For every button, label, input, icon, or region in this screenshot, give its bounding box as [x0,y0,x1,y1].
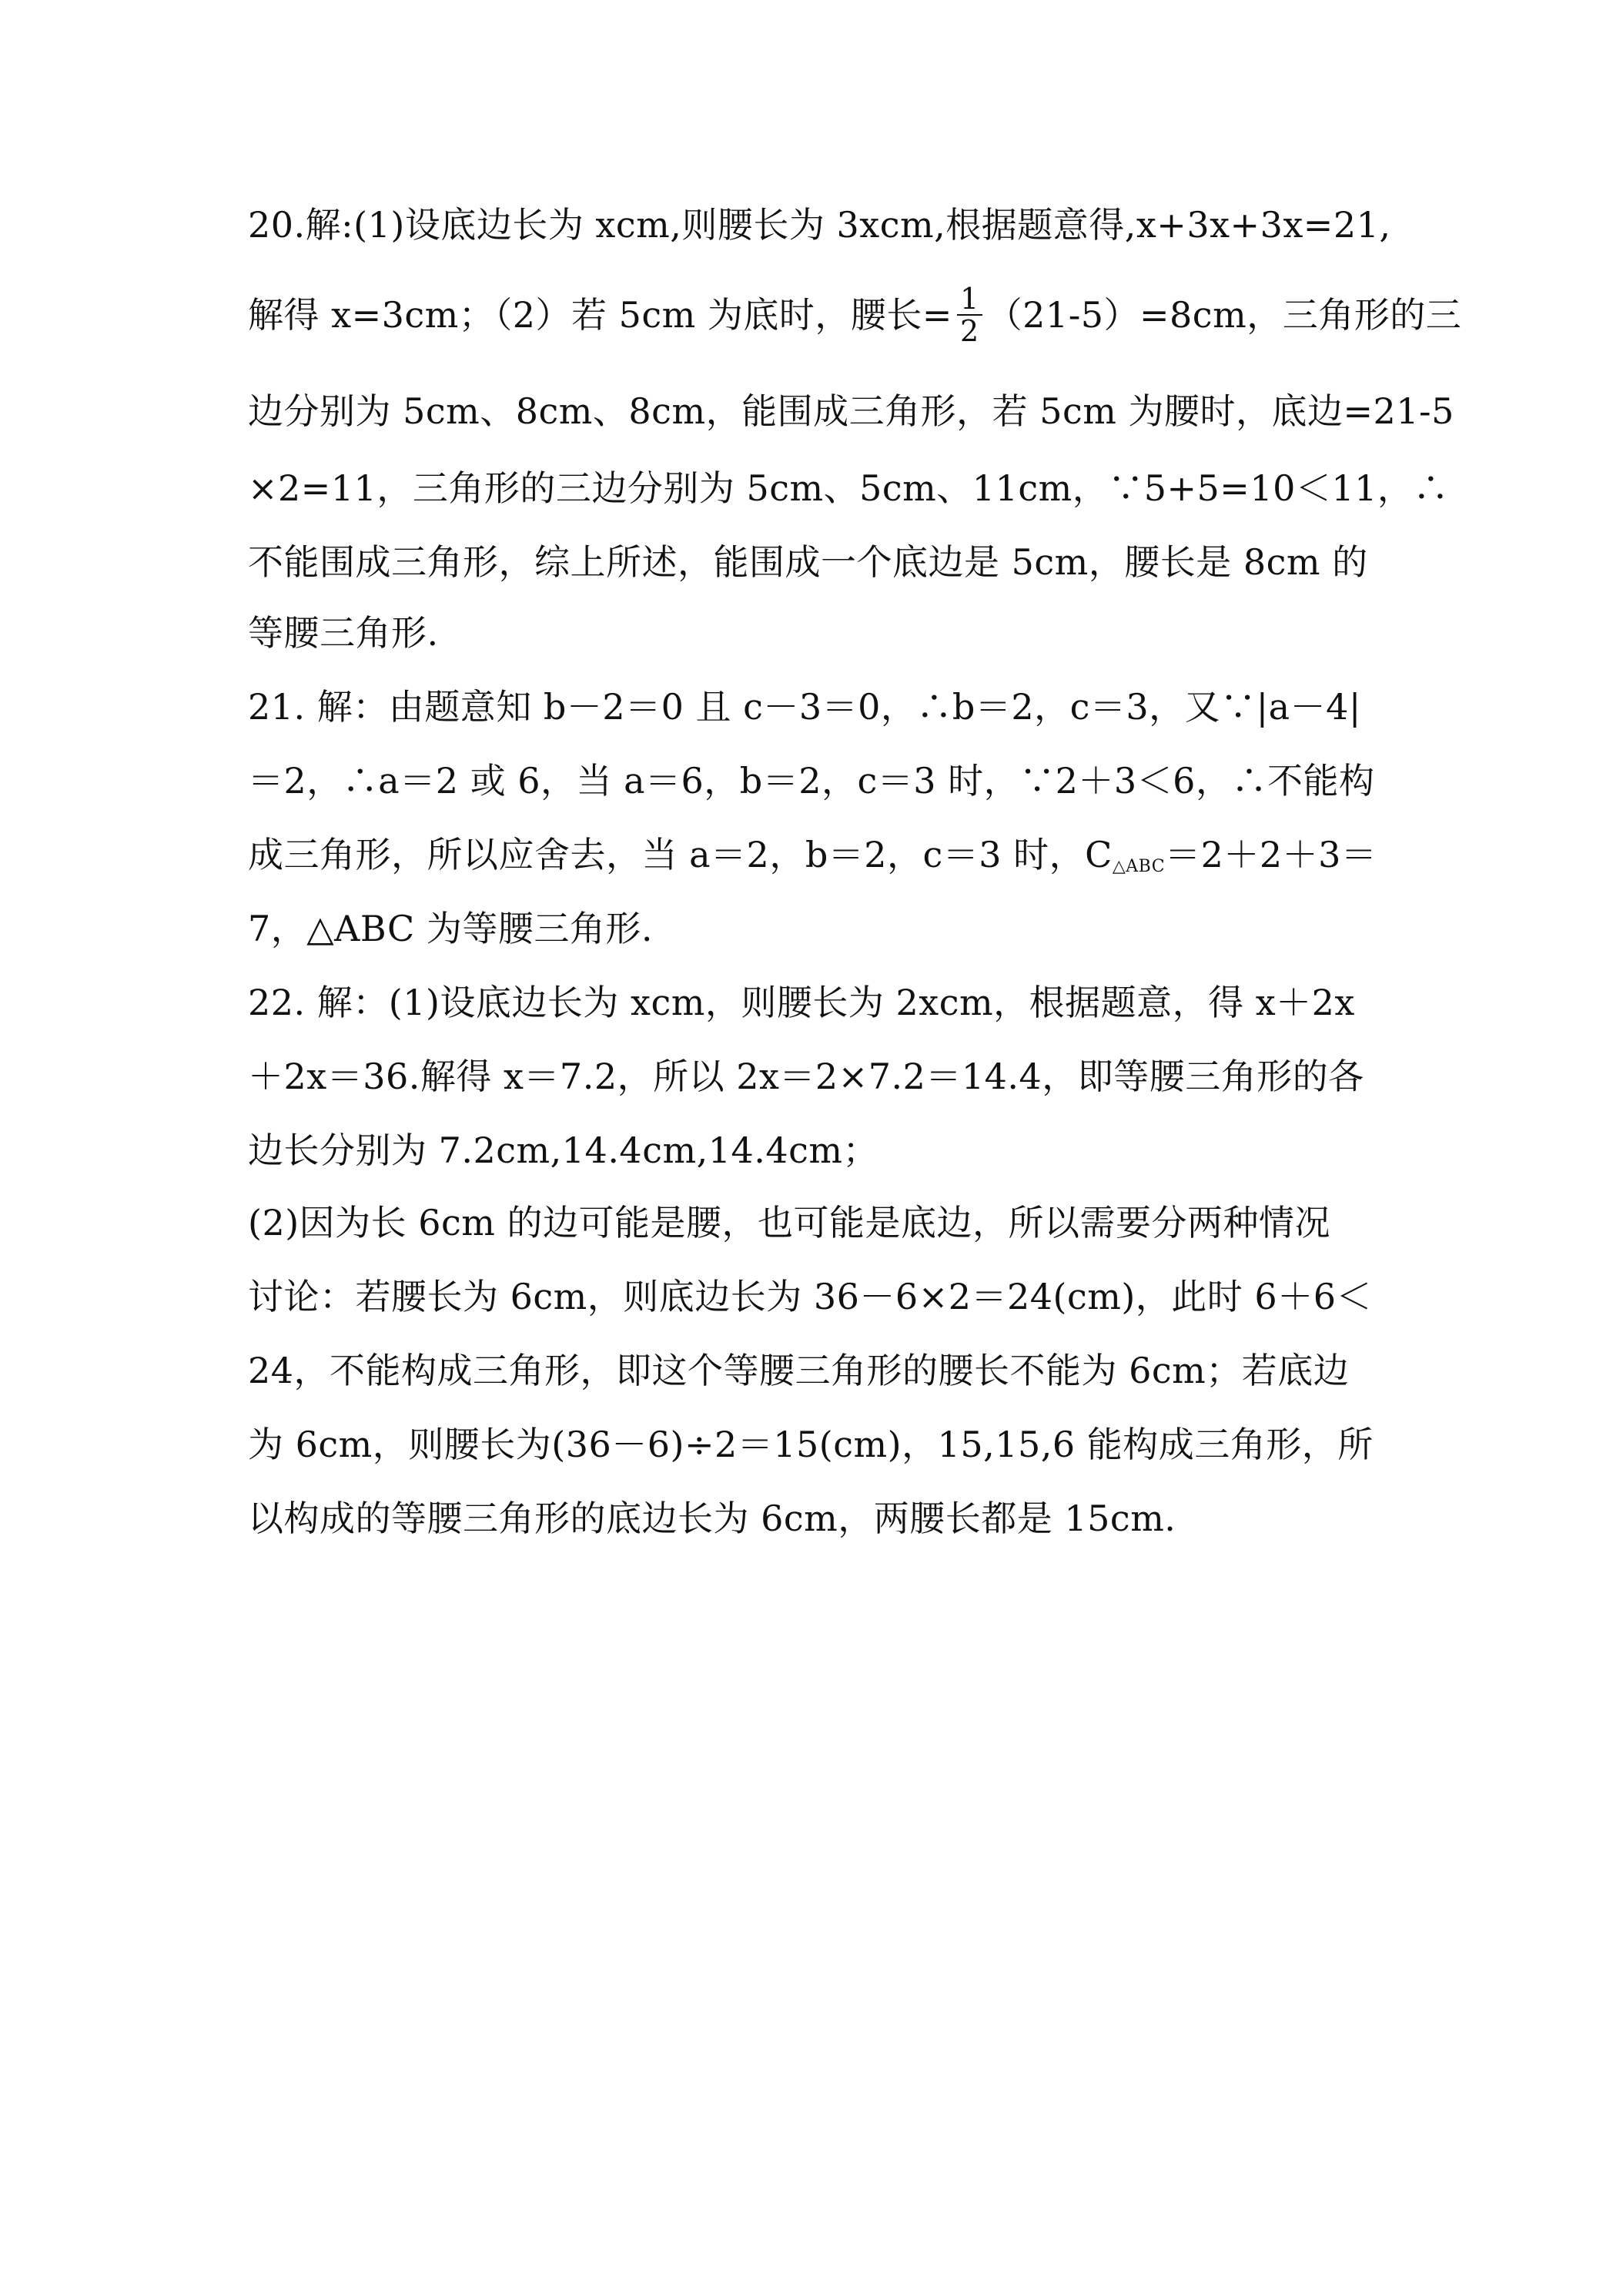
line-text-after-subscript: ＝2＋2＋3＝ [1165,834,1377,875]
subscript-triangle-abc: △ABC [1112,857,1166,876]
text-line: ＝2，∴a＝2 或 6，当 a＝6，b＝2，c＝3 时，∵2＋3＜6，∴不能构 [248,760,1375,802]
text-line-with-fraction [248,282,1462,350]
text-line: 边长分别为 7.2cm,14.4cm,14.4cm； [248,1130,879,1171]
text-line: 20.解:(1)设底边长为 xcm,则腰长为 3xcm,根据题意得,x+3x+3x=21, [248,204,1391,246]
text-line: 22. 解：(1)设底边长为 xcm，则腰长为 2xcm，根据题意，得 x＋2x [248,982,1355,1023]
line-text-after-fraction: （21-5）=8cm，三角形的三 [986,294,1462,336]
text-line: ＋2x＝36.解得 x＝7.2，所以 2x＝2×7.2＝14.4，即等腰三角形的各 [248,1056,1364,1097]
text-line: 7，△ABC 为等腰三角形. [248,908,653,949]
text-line: 为 6cm，则腰长为(36－6)÷2＝15(cm)，15,15,6 能构成三角形，所 [248,1424,1374,1465]
text-line: 24，不能构成三角形，即这个等腰三角形的腰长不能为 6cm；若底边 [248,1350,1350,1391]
text-line: 边分别为 5cm、8cm、8cm，能围成三角形，若 5cm 为腰时，底边=21-5 [248,390,1454,432]
fraction-one-half [957,283,982,346]
text-line-with-subscript [248,832,1387,890]
text-line: 等腰三角形. [248,612,439,654]
text-line: 以构成的等腰三角形的底边长为 6cm，两腰长都是 15cm. [248,1498,1176,1539]
fraction-numerator: 1 [957,283,982,316]
line-text-before-fraction: 解得 x=3cm；（2）若 5cm 为底时，腰长= [248,294,952,336]
fraction-denominator: 2 [959,314,979,348]
line-text-before-subscript: 成三角形，所以应舍去，当 a＝2，b＝2，c＝3 时，C [248,834,1113,875]
text-line: 不能围成三角形，综上所述，能围成一个底边是 5cm，腰长是 8cm 的 [248,541,1368,583]
text-line: 讨论：若腰长为 6cm，则底边长为 36－6×2＝24(cm)，此时 6＋6＜ [248,1276,1372,1317]
text-line: ×2=11，三角形的三边分别为 5cm、5cm、11cm，∵5+5=10＜11，∴ [248,467,1449,509]
text-line: (2)因为长 6cm 的边可能是腰，也可能是底边，所以需要分两种情况 [248,1202,1331,1243]
text-line: 21. 解：由题意知 b－2＝0 且 c－3＝0，∴b＝2，c＝3，又∵|a－4| [248,686,1361,728]
